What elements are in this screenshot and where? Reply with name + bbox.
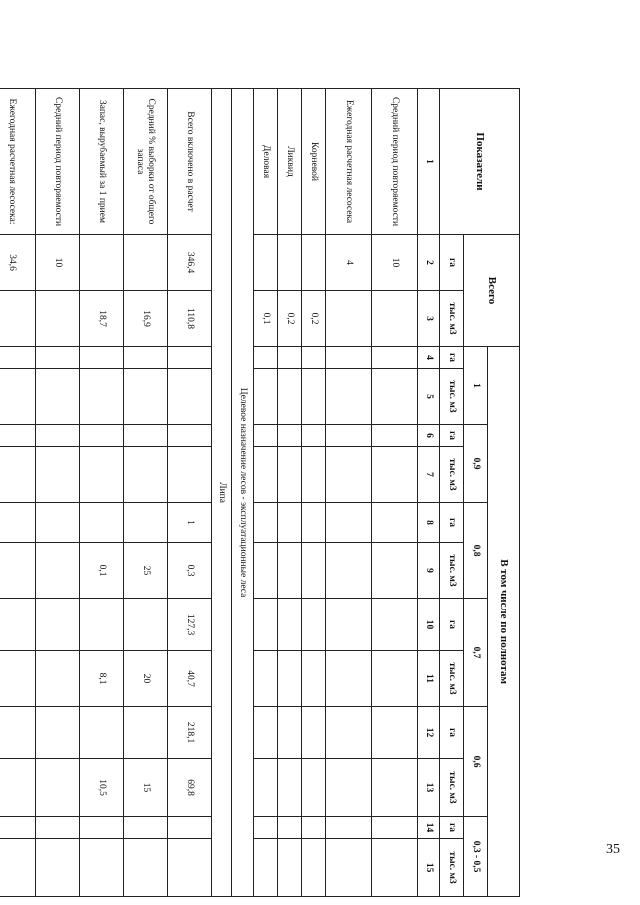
table-cell [302, 759, 326, 817]
table-cell [326, 707, 372, 759]
table-cell [36, 291, 80, 347]
table-cell [0, 839, 36, 897]
table-row [302, 89, 326, 897]
table-cell [278, 817, 302, 839]
table-cell: 16,9 [124, 291, 168, 347]
unit-ha: га [440, 599, 464, 651]
row-label: Деловая [254, 89, 278, 235]
table-cell: 218,1 [168, 707, 212, 759]
row-label: Всего включено в расчет [168, 89, 212, 235]
table-cell: 10 [36, 235, 80, 291]
table-cell [302, 817, 326, 839]
header-density-09: 0,9 [464, 425, 488, 503]
table-cell [80, 447, 124, 503]
table-cell: 1 [168, 503, 212, 543]
unit-m3: тыс. м3 [440, 447, 464, 503]
table-cell [124, 599, 168, 651]
column-number: 8 [418, 503, 440, 543]
table-cell [36, 839, 80, 897]
column-number: 3 [418, 291, 440, 347]
table-cell: 10,5 [80, 759, 124, 817]
column-number: 7 [418, 447, 440, 503]
row-label: Средний период повторяемости [36, 89, 80, 235]
table-cell [326, 447, 372, 503]
column-number: 13 [418, 759, 440, 817]
table-cell [302, 369, 326, 425]
table-cell [0, 707, 36, 759]
table-cell [372, 543, 418, 599]
table-cell [326, 543, 372, 599]
table-cell [36, 707, 80, 759]
table-cell [124, 817, 168, 839]
table-cell [326, 817, 372, 839]
table-cell: 0,1 [80, 543, 124, 599]
column-number: 1 [418, 89, 440, 235]
table-row [168, 89, 212, 897]
table-cell [124, 707, 168, 759]
row-label: Ликвид [278, 89, 302, 235]
table-cell [254, 651, 278, 707]
table-cell [80, 707, 124, 759]
row-label: Ежегодная расчетная лесосека [326, 89, 372, 235]
table-cell: 127,3 [168, 599, 212, 651]
table-cell [36, 503, 80, 543]
column-number: 15 [418, 839, 440, 897]
table-cell [372, 707, 418, 759]
table-cell [0, 347, 36, 369]
table-cell [278, 599, 302, 651]
table-cell [80, 425, 124, 447]
table-cell [0, 503, 36, 543]
section-title: Целевое назначение лесов - эксплуатационные леса [232, 89, 254, 897]
table-cell [124, 347, 168, 369]
table-row [36, 89, 80, 897]
table-cell [36, 759, 80, 817]
table-cell: 18,7 [80, 291, 124, 347]
table-cell [302, 599, 326, 651]
table-cell: 0,1 [254, 291, 278, 347]
table-cell [36, 651, 80, 707]
table-cell [36, 543, 80, 599]
table-cell [36, 599, 80, 651]
table-cell [278, 759, 302, 817]
table-cell [80, 599, 124, 651]
table-cell [0, 599, 36, 651]
unit-m3: тыс. м3 [440, 369, 464, 425]
table-cell: 25 [124, 543, 168, 599]
table-cell [326, 599, 372, 651]
header-indicators: Показатели [440, 89, 520, 235]
table-cell [302, 839, 326, 897]
table-cell [80, 839, 124, 897]
table-cell: 346,4 [168, 235, 212, 291]
table-cell [326, 291, 372, 347]
table-cell [0, 369, 36, 425]
header-density-03-05: 0,3 - 0,5 [464, 817, 488, 897]
table-cell: 0,2 [302, 291, 326, 347]
table-cell [254, 707, 278, 759]
unit-ha: га [440, 235, 464, 291]
table-cell [278, 651, 302, 707]
table-cell [80, 817, 124, 839]
table-cell [124, 447, 168, 503]
table-cell: 8,1 [80, 651, 124, 707]
table-cell: 69,8 [168, 759, 212, 817]
table-cell [80, 347, 124, 369]
column-number: 11 [418, 651, 440, 707]
table-cell [326, 425, 372, 447]
rotated-table-wrapper [6, 88, 520, 884]
table-row [0, 89, 36, 897]
table-cell [372, 291, 418, 347]
table-cell [168, 817, 212, 839]
table-cell [254, 817, 278, 839]
header-row-1 [488, 89, 520, 897]
table-cell [278, 503, 302, 543]
table-cell [254, 447, 278, 503]
row-label: Средний % выборки от общего запаса [124, 89, 168, 235]
header-by-density: В том числе по полнотам [488, 347, 520, 897]
unit-m3: тыс. м3 [440, 651, 464, 707]
section-row [232, 89, 254, 897]
table-cell [278, 447, 302, 503]
table-cell [168, 347, 212, 369]
table-cell [302, 651, 326, 707]
table-cell [0, 651, 36, 707]
table-cell: 34,6 [0, 235, 36, 291]
row-label: Запас, вырубаемый за 1 прием [80, 89, 124, 235]
table-cell [326, 839, 372, 897]
table-row [124, 89, 168, 897]
unit-ha: га [440, 347, 464, 369]
table-cell [302, 235, 326, 291]
table-cell [168, 839, 212, 897]
table-cell [372, 369, 418, 425]
table-cell [254, 599, 278, 651]
table-cell [168, 447, 212, 503]
row-label: Корневой [302, 89, 326, 235]
table-cell [124, 369, 168, 425]
unit-ha: га [440, 707, 464, 759]
unit-m3: тыс. м3 [440, 759, 464, 817]
table-cell [36, 447, 80, 503]
table-cell [254, 839, 278, 897]
page-number: 35 [606, 842, 620, 857]
table-cell [302, 543, 326, 599]
table-cell: 20 [124, 651, 168, 707]
allowable-cut-table [0, 88, 520, 897]
table-cell: 10 [372, 235, 418, 291]
table-cell [124, 839, 168, 897]
column-number: 12 [418, 707, 440, 759]
table-cell [168, 425, 212, 447]
row-label: Ежегодная расчетная лесосека: [0, 89, 36, 235]
table-cell [326, 651, 372, 707]
table-row [254, 89, 278, 897]
table-cell [0, 817, 36, 839]
header-density-06: 0,6 [464, 707, 488, 817]
table-cell [80, 369, 124, 425]
table-row [278, 89, 302, 897]
table-cell [0, 291, 36, 347]
table-cell [326, 759, 372, 817]
table-cell [254, 759, 278, 817]
unit-m3: тыс. м3 [440, 543, 464, 599]
table-cell: 110,8 [168, 291, 212, 347]
column-numbers-row [418, 89, 440, 897]
header-density-07: 0,7 [464, 599, 488, 707]
table-cell [302, 447, 326, 503]
table-cell [124, 235, 168, 291]
table-cell [278, 707, 302, 759]
table-row [80, 89, 124, 897]
unit-m3: тыс. м3 [440, 839, 464, 897]
table-cell [372, 599, 418, 651]
table-cell [254, 347, 278, 369]
table-cell [36, 425, 80, 447]
table-cell [372, 759, 418, 817]
table-cell [372, 425, 418, 447]
table-cell [124, 503, 168, 543]
table-cell [278, 369, 302, 425]
table-cell [254, 235, 278, 291]
table-cell [302, 707, 326, 759]
table-cell [302, 503, 326, 543]
table-cell [254, 503, 278, 543]
column-number: 6 [418, 425, 440, 447]
column-number: 4 [418, 347, 440, 369]
unit-ha: га [440, 503, 464, 543]
table-cell [278, 839, 302, 897]
subsection-title: Липа [212, 89, 232, 897]
table-cell [0, 447, 36, 503]
row-label: Средний период повторяемости [372, 89, 418, 235]
table-cell [326, 503, 372, 543]
table-cell [254, 425, 278, 447]
header-total: Всего [464, 235, 520, 347]
table-cell: 40,7 [168, 651, 212, 707]
table-cell [278, 543, 302, 599]
table-cell [278, 235, 302, 291]
table-cell [0, 759, 36, 817]
column-number: 5 [418, 369, 440, 425]
unit-ha: га [440, 425, 464, 447]
column-number: 14 [418, 817, 440, 839]
column-number: 9 [418, 543, 440, 599]
table-cell [302, 347, 326, 369]
table-cell: 15 [124, 759, 168, 817]
table-cell [372, 503, 418, 543]
table-cell: 0,3 [168, 543, 212, 599]
table-cell [36, 817, 80, 839]
table-row [372, 89, 418, 897]
table-cell: 4 [326, 235, 372, 291]
table-row [326, 89, 372, 897]
table-cell [0, 543, 36, 599]
table-cell [254, 369, 278, 425]
table-cell [80, 235, 124, 291]
unit-ha: га [440, 817, 464, 839]
table-cell [124, 425, 168, 447]
table-cell [168, 369, 212, 425]
table-cell [36, 369, 80, 425]
table-cell [372, 817, 418, 839]
table-cell [326, 369, 372, 425]
column-number: 10 [418, 599, 440, 651]
header-density-1: 1 [464, 347, 488, 425]
table-cell [372, 447, 418, 503]
subsection-row [212, 89, 232, 897]
unit-m3: тыс. м3 [440, 291, 464, 347]
table-cell [0, 425, 36, 447]
table-cell [254, 543, 278, 599]
table-cell [372, 651, 418, 707]
column-number: 2 [418, 235, 440, 291]
table-cell [278, 425, 302, 447]
table-cell [372, 839, 418, 897]
table-cell [302, 425, 326, 447]
table-cell [80, 503, 124, 543]
header-density-08: 0,8 [464, 503, 488, 599]
table-cell: 0,2 [278, 291, 302, 347]
table-cell [36, 347, 80, 369]
table-cell [278, 347, 302, 369]
table-cell [372, 347, 418, 369]
table-cell [326, 347, 372, 369]
